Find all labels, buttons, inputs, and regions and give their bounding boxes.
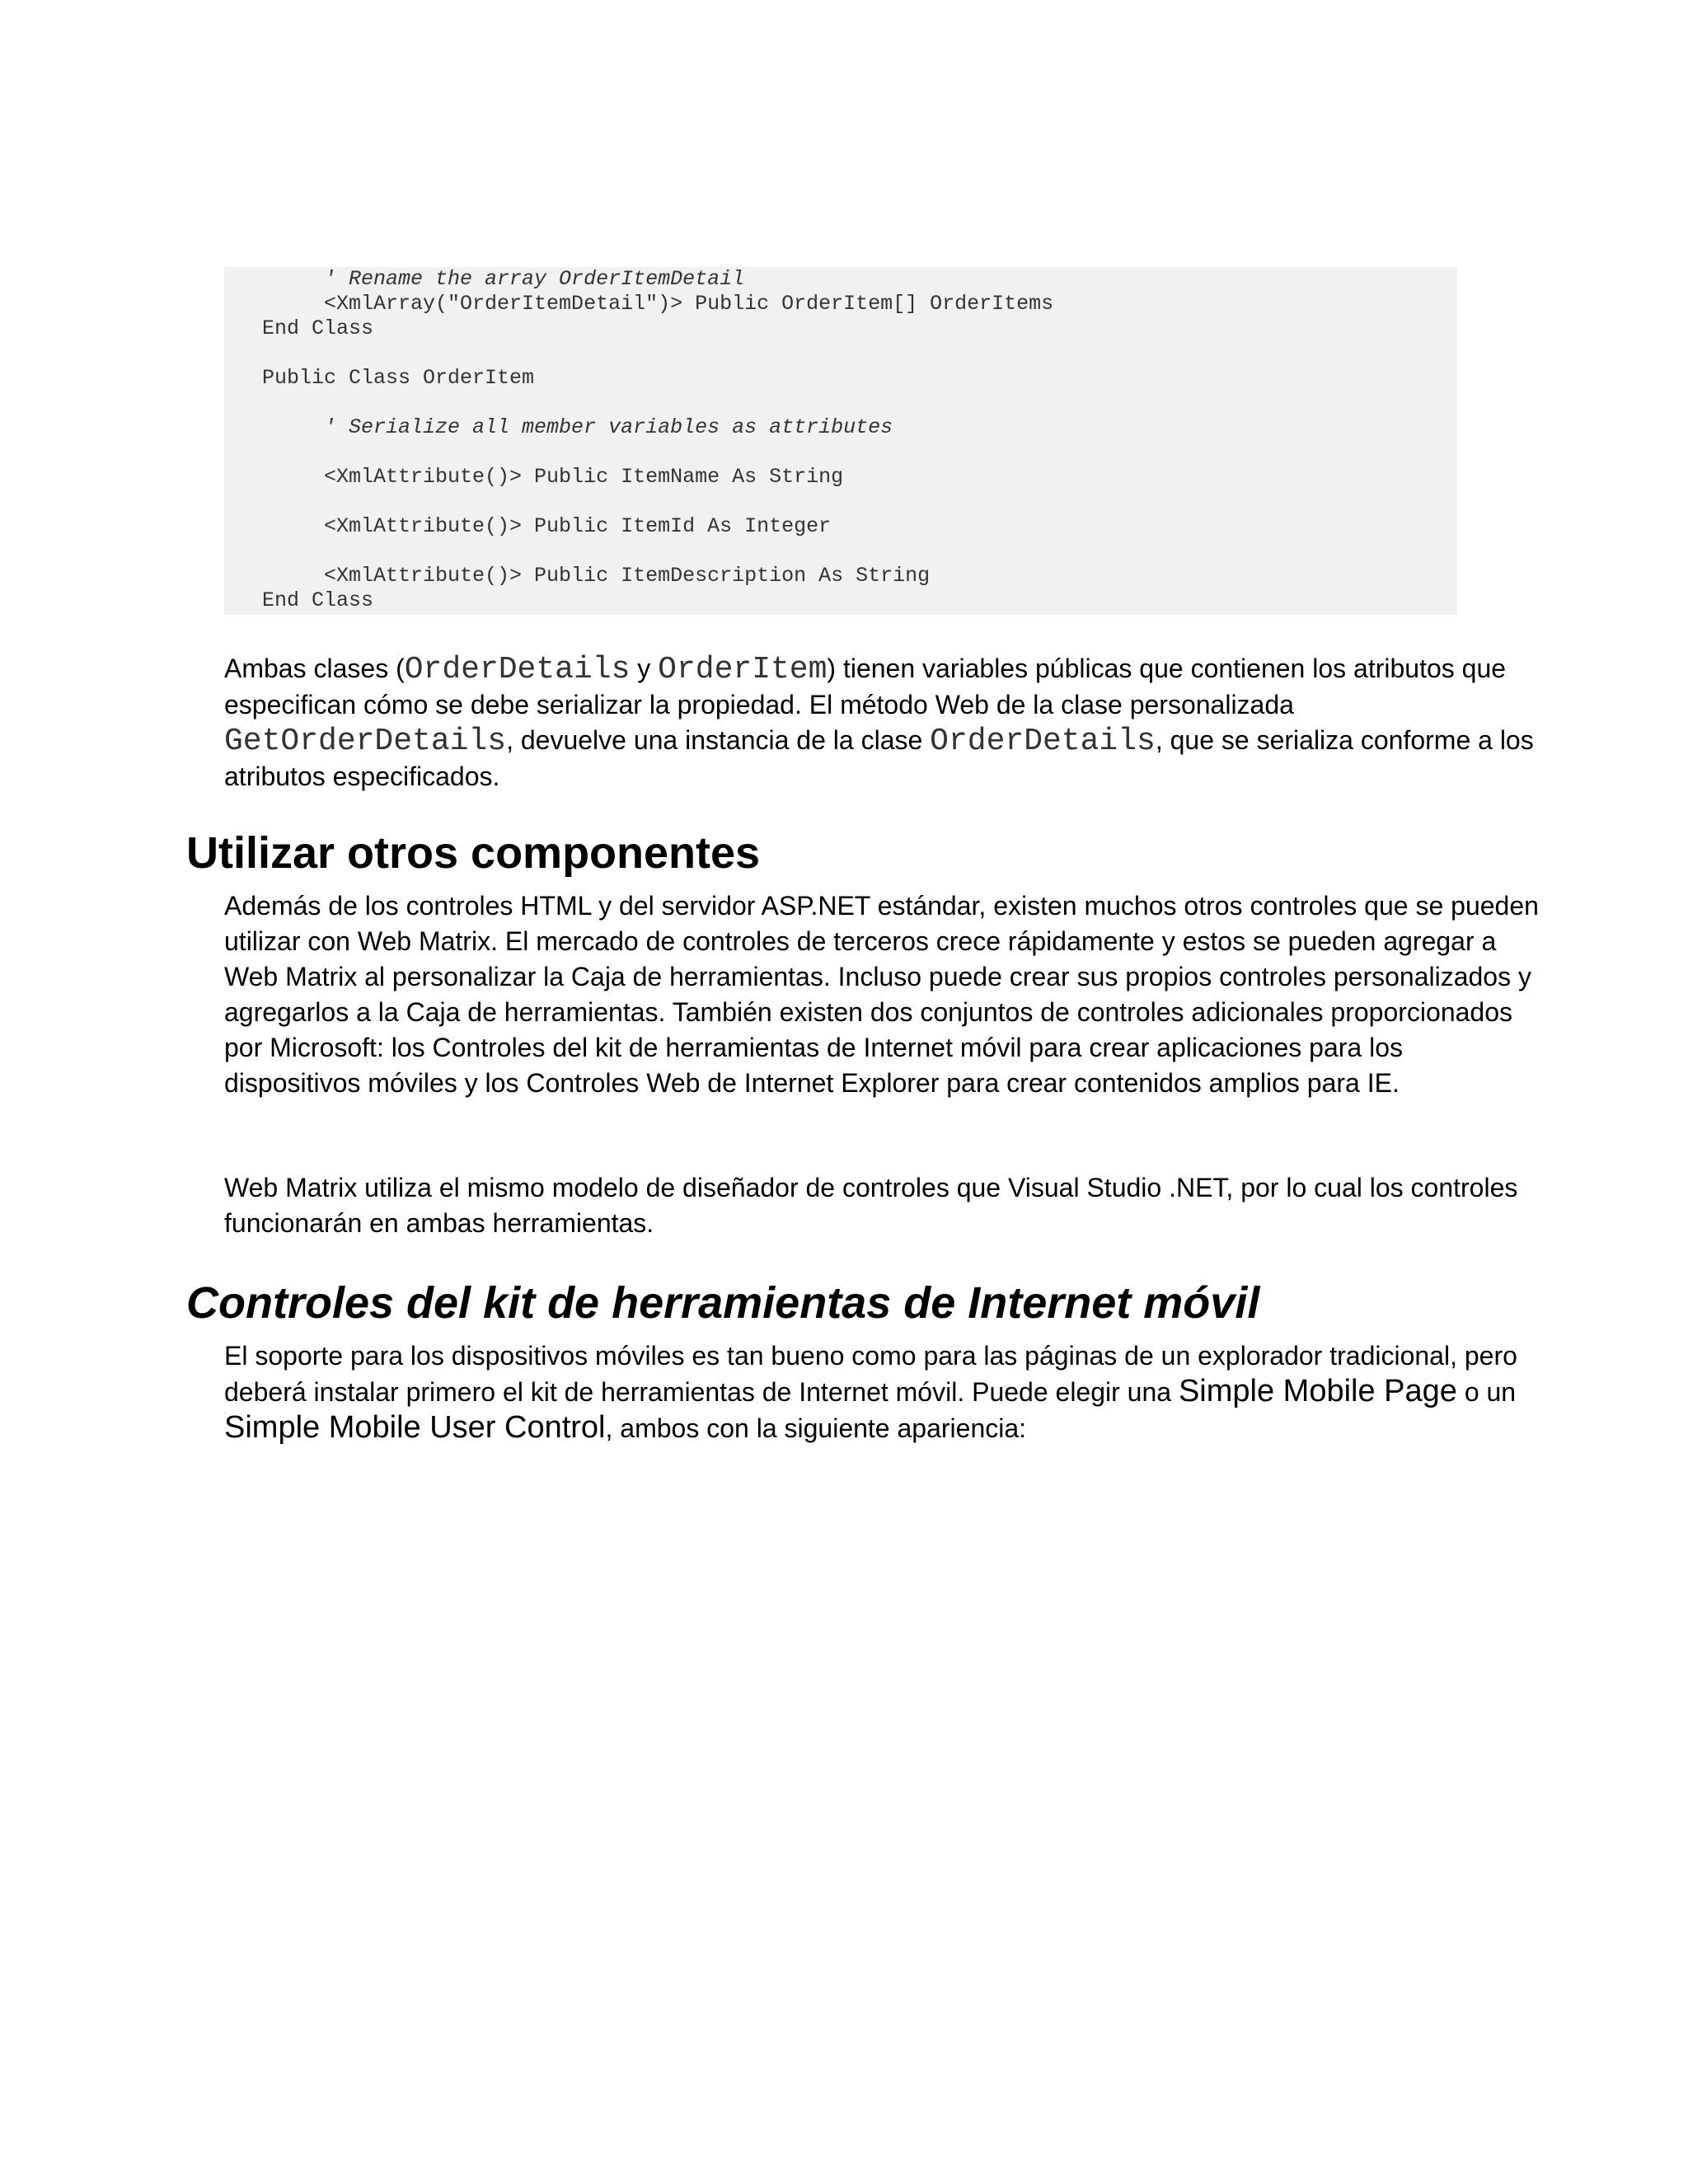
code-inline: OrderItem xyxy=(658,652,828,687)
para-text: y xyxy=(630,654,659,683)
code-line: End Class xyxy=(262,588,374,612)
para-text: ) tienen variables públicas que contienen los atributos que especifican cómo se debe serializar la propiedad. El método Web de la clase personalizada xyxy=(224,654,1507,719)
code-block xyxy=(224,267,1457,615)
emphasis-term: Simple Mobile Page xyxy=(1178,1374,1457,1408)
paragraph-components: Además de los controles HTML y del servidor ASP.NET estándar, existen muchos otros controles que se pueden utilizar con Web Matrix. El mercado de controles de terceros crece rápidamente y estos se pueden agregar a Web Matrix al personalizar la Caja de herramientas. Incluso puede crear sus propios controles personalizados y agregarlos a la Caja de herramientas. También existen dos conjuntos de controles adicionales proporcionados por Microsoft: los Controles del kit de herramientas de Internet móvil para crear aplicaciones para los dispositivos móviles y los Controles Web de Internet Explorer para crear contenidos amplios para IE. xyxy=(224,891,1539,1098)
para-text: o un xyxy=(1456,1377,1517,1407)
para-text: , devuelve una instancia de la clase xyxy=(506,725,931,755)
section-heading: Utilizar otros componentes xyxy=(186,828,761,878)
paragraph-web-matrix: Web Matrix utiliza el mismo modelo de diseñador de controles que Visual Studio .NET, por lo cual los controles funcionarán en ambas herramientas. xyxy=(224,1173,1518,1238)
code-line: ' Rename the array OrderItemDetail xyxy=(262,267,745,291)
code-line: ' Serialize all member variables as attributes xyxy=(262,415,893,439)
paragraph-mobile xyxy=(224,1338,1543,1446)
code-line: End Class xyxy=(262,316,374,340)
subsection-heading: Controles del kit de herramientas de Internet móvil xyxy=(186,1278,1260,1328)
paragraph-classes xyxy=(224,651,1543,794)
code-inline: OrderDetails xyxy=(930,724,1156,759)
code-line: <XmlAttribute()> Public ItemId As Integer xyxy=(262,514,832,538)
para-text: , que se serializa conforme a los atributos especificados. xyxy=(224,725,1534,791)
code-line: <XmlArray("OrderItemDetail")> Public OrderItem[] OrderItems xyxy=(262,292,1054,316)
code-line: Public Class OrderItem xyxy=(262,366,535,390)
code-line: <XmlAttribute()> Public ItemName As String xyxy=(262,465,844,489)
code-inline: OrderDetails xyxy=(404,652,631,687)
emphasis-term: Simple Mobile User Control xyxy=(224,1410,606,1445)
para-text: , ambos con la siguiente apariencia: xyxy=(605,1413,1027,1443)
para-text: El soporte para los dispositivos móviles es tan bueno como para las páginas de un explorador tradicional, pero deberá instalar primero el kit de herramientas de Internet móvil. Puede elegir una xyxy=(224,1341,1517,1407)
para-text: Ambas clases ( xyxy=(224,654,405,683)
code-line: <XmlAttribute()> Public ItemDescription As String xyxy=(262,564,931,588)
code-inline: GetOrderDetails xyxy=(224,724,507,759)
